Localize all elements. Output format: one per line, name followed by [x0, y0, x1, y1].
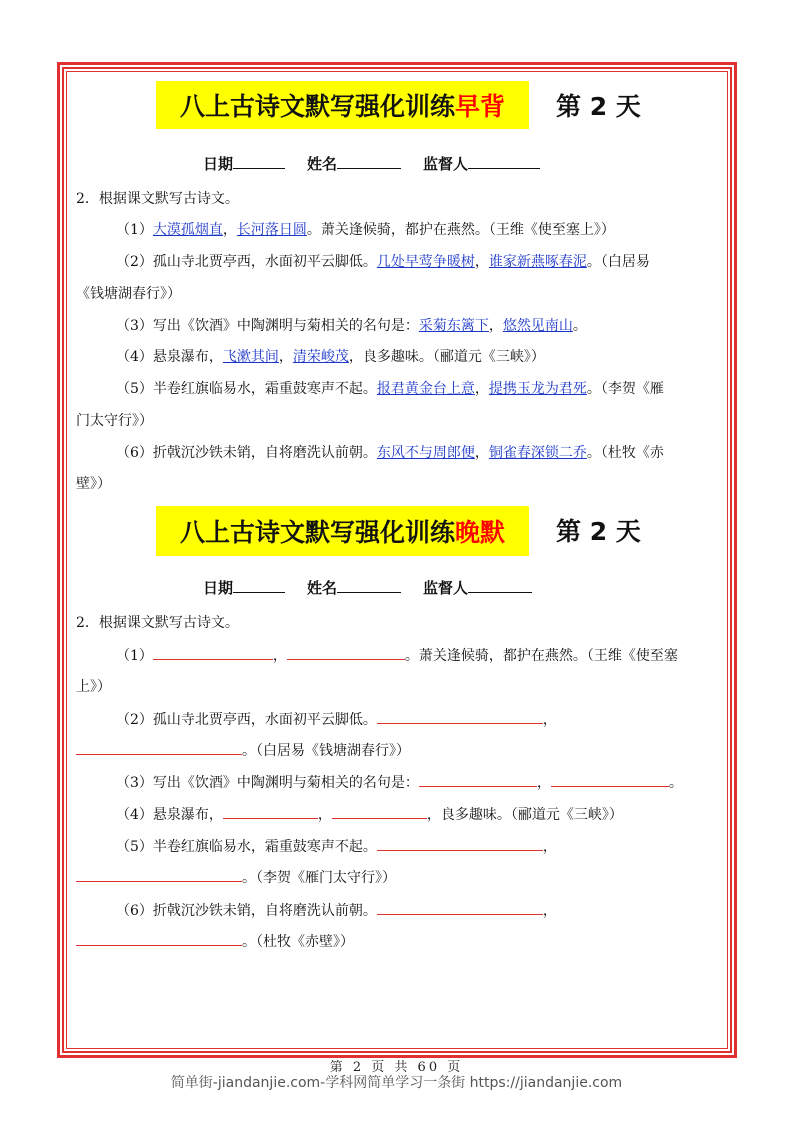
q3-suffix: 。 [668, 775, 683, 791]
q5-answer-2: 提携玉龙为君死 [488, 381, 587, 397]
name-blank[interactable] [337, 578, 401, 593]
morning-title-row [0, 81, 793, 131]
evening-q1-cont: 上》） [76, 679, 111, 695]
evening-q2-line2 [76, 741, 410, 760]
q2-sep: ， [474, 254, 489, 270]
q2-blank-1[interactable] [377, 710, 543, 724]
q4-blank-1[interactable] [223, 805, 318, 819]
q2-prefix: （2）孤山寺北贾亭西，水面初平云脚低。 [116, 254, 377, 270]
q1-prefix: （1） [116, 222, 153, 238]
q2-answer-2: 谁家新燕啄春泥 [488, 254, 587, 270]
morning-q6 [116, 444, 664, 462]
morning-title [156, 81, 529, 129]
q5-blank-1[interactable] [377, 837, 543, 851]
q4-prefix: （4）悬泉瀑布， [116, 807, 223, 823]
morning-q5-cont: 门太守行》） [76, 413, 153, 429]
supervisor-label: 监督人 [423, 155, 469, 173]
morning-q5 [116, 380, 664, 398]
q2-suffix: 。（白居易 [586, 254, 650, 270]
q1-blank-1[interactable] [153, 646, 273, 660]
q3-answer-1: 采菊东篱下 [418, 318, 489, 334]
name-label: 姓名 [307, 155, 338, 173]
morning-day: 第 2 天 [556, 92, 641, 121]
page-number: 第 2 页 共 60 页 [329, 1060, 464, 1075]
q4-suffix: ，良多趣味。（郦道元《三峡》） [426, 807, 623, 823]
date-label: 日期 [203, 579, 234, 597]
q1-answer-1: 大漠孤烟直 [152, 222, 223, 238]
q3-blank-1[interactable] [419, 773, 537, 787]
q4-blank-2[interactable] [332, 805, 427, 819]
evening-q4 [116, 805, 623, 824]
evening-q3 [116, 773, 683, 792]
name-label: 姓名 [307, 579, 338, 597]
q1-prefix: （1） [116, 648, 153, 664]
q6-sep: ， [542, 903, 557, 919]
q5-sep: ， [542, 839, 557, 855]
q6-prefix: （6）折戟沉沙铁未销，自将磨洗认前朝。 [116, 903, 377, 919]
morning-title-main: 八上古诗文默写强化训练 [179, 92, 455, 121]
q5-suffix: 。（李贺《雁 [586, 381, 664, 397]
q5-answer-1: 报君黄金台上意 [376, 381, 475, 397]
q5-sep: ， [474, 381, 489, 397]
q3-suffix: 。 [572, 318, 587, 334]
evening-title-accent: 晚默 [455, 518, 506, 547]
q2-blank-2[interactable] [76, 741, 242, 755]
q6-cont: 。（杜牧《赤壁》） [242, 934, 354, 950]
q2-sep: ， [542, 712, 557, 728]
q5-blank-2[interactable] [76, 868, 242, 882]
q1-suffix: 。萧关逢候骑，都护在燕然。（王维《使至塞上》） [306, 222, 615, 238]
q5-cont: 。（李贺《雁门太守行》） [242, 870, 396, 886]
q3-prefix: （3）写出《饮酒》中陶渊明与菊相关的名句是： [116, 775, 419, 791]
q5-prefix: （5）半卷红旗临易水，霜重鼓寒声不起。 [116, 839, 377, 855]
morning-question: 2．根据课文默写古诗文。 [76, 191, 239, 207]
q6-answer-2: 铜雀春深锁二乔 [488, 445, 587, 461]
q1-sep: ， [272, 648, 287, 664]
date-blank[interactable] [233, 154, 285, 169]
q6-prefix: （6）折戟沉沙铁未销，自将磨洗认前朝。 [116, 445, 377, 461]
q2-answer-1: 几处早莺争暖树 [376, 254, 475, 270]
evening-q6 [116, 901, 557, 920]
supervisor-blank[interactable] [468, 578, 532, 593]
q6-sep: ， [474, 445, 489, 461]
q6-answer-1: 东风不与周郎便 [376, 445, 475, 461]
evening-q6-line2 [76, 932, 354, 951]
q3-blank-2[interactable] [551, 773, 669, 787]
morning-q1 [116, 221, 615, 239]
q1-answer-2: 长河落日圆 [236, 222, 307, 238]
q4-suffix: ，良多趣味。（郦道元《三峡》） [348, 349, 545, 365]
date-blank[interactable] [233, 578, 285, 593]
evening-title-row [0, 506, 793, 556]
q3-sep: ， [488, 318, 503, 334]
q4-answer-1: 飞漱其间 [222, 349, 279, 365]
q4-sep-1: ， [317, 807, 332, 823]
q4-prefix: （4）悬泉瀑布， [116, 349, 223, 365]
q2-cont: 。（白居易《钱塘湖春行》） [242, 743, 410, 759]
q6-blank-2[interactable] [76, 932, 242, 946]
q3-sep: ， [536, 775, 551, 791]
q2-prefix: （2）孤山寺北贾亭西，水面初平云脚低。 [116, 712, 377, 728]
evening-question: 2．根据课文默写古诗文。 [76, 615, 239, 631]
supervisor-blank[interactable] [468, 154, 540, 169]
q3-answer-2: 悠然见南山 [502, 318, 573, 334]
name-blank[interactable] [337, 154, 401, 169]
evening-q2 [116, 710, 557, 729]
evening-q1 [116, 646, 678, 665]
morning-q3 [116, 317, 587, 335]
q1-suffix: 。萧关逢候骑，都护在燕然。（王维《使至塞 [404, 648, 678, 664]
morning-meta [203, 153, 540, 174]
q1-sep: ， [222, 222, 237, 238]
evening-meta [203, 577, 532, 598]
q5-prefix: （5）半卷红旗临易水，霜重鼓寒声不起。 [116, 381, 377, 397]
morning-title-accent: 早背 [455, 92, 506, 121]
morning-q2 [116, 253, 650, 271]
q4-answer-2: 清荣峻茂 [292, 349, 349, 365]
date-label: 日期 [203, 155, 234, 173]
morning-q4 [116, 348, 545, 366]
morning-q2-cont: 《钱塘湖春行》） [76, 286, 181, 302]
q1-blank-2[interactable] [287, 646, 405, 660]
q3-prefix: （3）写出《饮酒》中陶渊明与菊相关的名句是： [116, 318, 419, 334]
q6-suffix: 。（杜牧《赤 [586, 445, 664, 461]
site-footer: 简单街-jiandanjie.com-学科网简单学习一条街 https://jiandanjie.com [170, 1075, 623, 1091]
evening-title [156, 506, 529, 556]
evening-q5 [116, 837, 557, 856]
evening-title-main: 八上古诗文默写强化训练 [179, 518, 455, 547]
q6-blank-1[interactable] [377, 901, 543, 915]
evening-q5-line2 [76, 868, 396, 887]
q4-sep: ， [278, 349, 293, 365]
morning-q6-cont: 壁》） [76, 476, 111, 492]
evening-day: 第 2 天 [556, 517, 641, 546]
supervisor-label: 监督人 [423, 579, 469, 597]
